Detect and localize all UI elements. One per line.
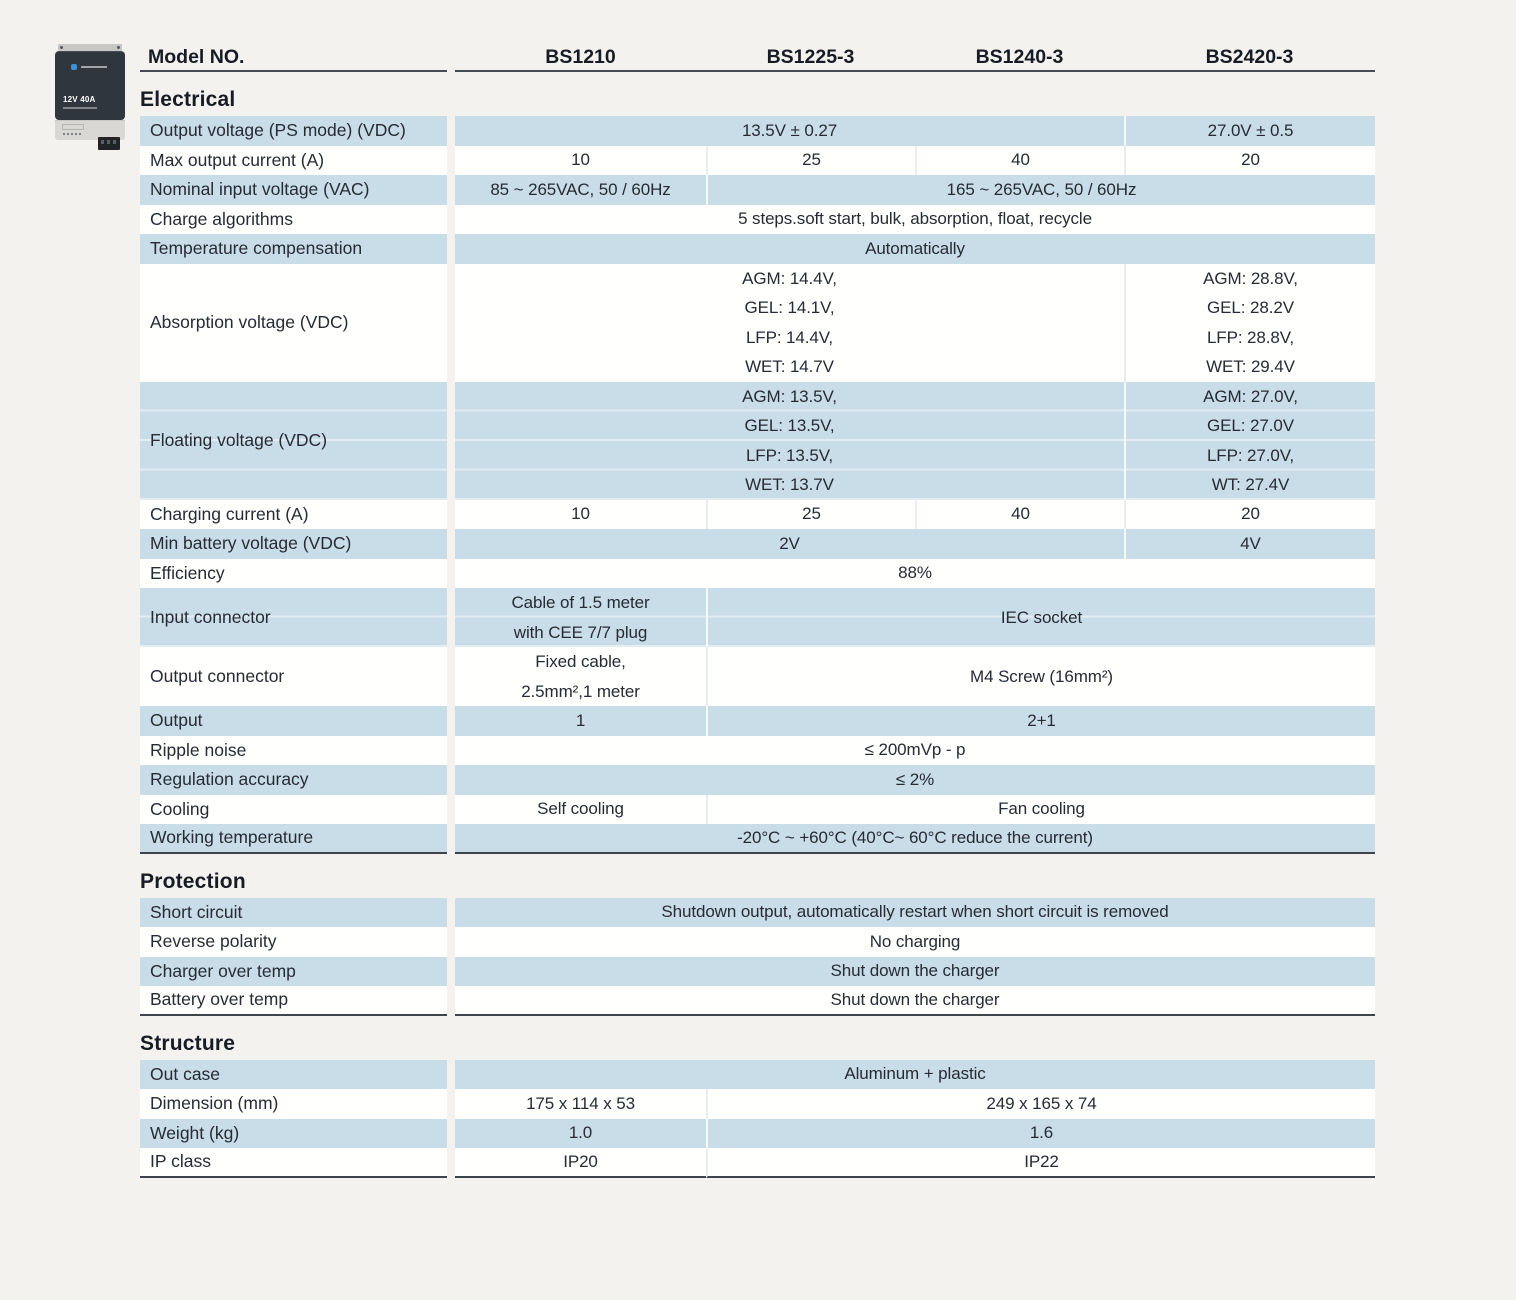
row-label: Working temperature xyxy=(140,824,447,854)
model-column-header: BS1240-3 xyxy=(975,46,1064,68)
spec-row xyxy=(140,264,1375,382)
section-title: Protection xyxy=(140,869,246,893)
spec-cell: 40 xyxy=(915,146,1124,176)
spec-row xyxy=(140,116,1375,146)
spec-row xyxy=(140,146,1375,176)
spec-sheet xyxy=(140,45,1375,1178)
row-label: Dimension (mm) xyxy=(140,1089,447,1119)
spec-row xyxy=(140,647,1375,706)
spec-cell-line: LFP: 27.0V, xyxy=(1206,445,1295,465)
spec-cell-line: AGM: 13.5V, xyxy=(742,386,837,406)
row-label: Charging current (A) xyxy=(140,500,447,530)
spec-cell: 1 xyxy=(455,706,706,736)
product-photo xyxy=(55,44,125,150)
spec-cell: 20 xyxy=(1124,146,1375,176)
device-base-marking xyxy=(62,124,84,130)
row-label: Charger over temp xyxy=(140,957,447,987)
table-header-row xyxy=(140,45,1375,72)
spec-cell-line: Cable of 1.5 meter xyxy=(511,593,650,612)
spec-cell: 88% xyxy=(455,559,1375,589)
spec-cell-line: WT: 27.4V xyxy=(1211,475,1290,494)
spec-cell-line: Fixed cable, xyxy=(535,652,626,671)
spec-row xyxy=(140,1060,1375,1090)
row-label: Ripple noise xyxy=(140,736,447,766)
spec-cell: Self cooling xyxy=(455,795,706,825)
row-label: Efficiency xyxy=(140,559,447,589)
spec-cell-line: WET: 29.4V xyxy=(1206,357,1295,376)
model-no-header: Model NO. xyxy=(140,45,447,72)
spec-cell-line: AGM: 14.4V, xyxy=(742,268,837,288)
spec-row xyxy=(140,1148,1375,1178)
spec-row xyxy=(140,765,1375,795)
spec-cell: 4V xyxy=(1124,529,1375,559)
section-rows xyxy=(140,1060,1375,1178)
spec-cell: Automatically xyxy=(455,234,1375,264)
row-label: Input connector xyxy=(140,588,447,647)
spec-cell: 25 xyxy=(706,146,915,176)
spec-row xyxy=(140,957,1375,987)
spec-cell: Fan cooling xyxy=(706,795,1375,825)
spec-cell: 27.0V ± 0.5 xyxy=(1124,116,1375,146)
spec-row xyxy=(140,986,1375,1016)
spec-cell-line: LFP: 14.4V, xyxy=(745,327,834,347)
spec-cell xyxy=(455,264,1124,382)
spec-row xyxy=(140,795,1375,825)
row-label: IP class xyxy=(140,1148,447,1178)
spec-cell: Shutdown output, automatically restart when short circuit is removed xyxy=(455,898,1375,928)
row-label: Charge algorithms xyxy=(140,205,447,235)
model-column-header: BS1210 xyxy=(545,46,616,68)
row-label: Output connector xyxy=(140,647,447,706)
spec-cell: 85 ~ 265VAC, 50 / 60Hz xyxy=(455,175,706,205)
row-label: Weight (kg) xyxy=(140,1119,447,1149)
spec-row xyxy=(140,175,1375,205)
spec-cell: 1.6 xyxy=(706,1119,1375,1149)
spec-cell-line: GEL: 13.5V, xyxy=(744,416,835,435)
spec-cell xyxy=(455,382,1124,500)
spec-cell xyxy=(455,647,706,706)
row-label: Cooling xyxy=(140,795,447,825)
spec-cell: 13.5V ± 0.27 xyxy=(455,116,1124,146)
spec-row xyxy=(140,559,1375,589)
spec-row xyxy=(140,1119,1375,1149)
spec-row xyxy=(140,500,1375,530)
row-label: Regulation accuracy xyxy=(140,765,447,795)
row-label: Absorption voltage (VDC) xyxy=(140,264,447,382)
spec-cell: ≤ 200mVp - p xyxy=(455,736,1375,766)
device-mounting-bracket xyxy=(58,44,122,51)
row-label: Min battery voltage (VDC) xyxy=(140,529,447,559)
spec-cell-line: AGM: 28.8V, xyxy=(1203,268,1298,288)
spec-cell: 1.0 xyxy=(455,1119,706,1149)
spec-row xyxy=(140,205,1375,235)
spec-cell: 249 x 165 x 74 xyxy=(706,1089,1375,1119)
row-label: Battery over temp xyxy=(140,986,447,1016)
spec-cell-line: 2.5mm²,1 meter xyxy=(521,681,640,701)
spec-cell: M4 Screw (16mm²) xyxy=(706,647,1375,706)
spec-cell-line: LFP: 28.8V, xyxy=(1206,327,1295,347)
row-label: Out case xyxy=(140,1060,447,1090)
spec-cell: 20 xyxy=(1124,500,1375,530)
spec-cell: No charging xyxy=(455,927,1375,957)
row-label: Nominal input voltage (VAC) xyxy=(140,175,447,205)
spec-cell xyxy=(1124,264,1375,382)
spec-cell: Shut down the charger xyxy=(455,986,1375,1016)
spec-cell-line: LFP: 13.5V, xyxy=(745,445,834,465)
device-connector xyxy=(98,137,120,150)
model-column-header: BS1225-3 xyxy=(766,46,855,68)
device-rating-label: 12V 40A xyxy=(63,95,96,104)
device-body xyxy=(55,51,125,120)
row-label: Max output current (A) xyxy=(140,146,447,176)
brand-logo-icon xyxy=(71,64,77,70)
row-label: Temperature compensation xyxy=(140,234,447,264)
section-electrical xyxy=(140,88,1375,854)
spec-cell: ≤ 2% xyxy=(455,765,1375,795)
section-rows xyxy=(140,116,1375,854)
spec-cell: -20°C ~ +60°C (40°C~ 60°C reduce the current) xyxy=(455,824,1375,854)
section-rows xyxy=(140,898,1375,1016)
spec-cell: 165 ~ 265VAC, 50 / 60Hz xyxy=(706,175,1375,205)
spec-cell: Shut down the charger xyxy=(455,957,1375,987)
spec-cell: IP22 xyxy=(706,1148,1375,1178)
spec-cell: 10 xyxy=(455,146,706,176)
spec-cell-line: GEL: 28.2V xyxy=(1207,298,1294,317)
section-structure xyxy=(140,1032,1375,1178)
section-title: Electrical xyxy=(140,88,236,111)
spec-row xyxy=(140,898,1375,928)
spec-cell: 40 xyxy=(915,500,1124,530)
row-label: Output voltage (PS mode) (VDC) xyxy=(140,116,447,146)
spec-cell: 25 xyxy=(706,500,915,530)
spec-row xyxy=(140,706,1375,736)
spec-cell-line: with CEE 7/7 plug xyxy=(513,622,648,642)
spec-cell: Aluminum + plastic xyxy=(455,1060,1375,1090)
section-protection xyxy=(140,870,1375,1016)
row-label: Short circuit xyxy=(140,898,447,928)
spec-cell: 2V xyxy=(455,529,1124,559)
spec-cell: IP20 xyxy=(455,1148,706,1178)
spec-cell-line: GEL: 14.1V, xyxy=(744,298,835,317)
spec-cell-line: AGM: 27.0V, xyxy=(1203,386,1298,406)
spec-row xyxy=(140,382,1375,500)
row-label: Output xyxy=(140,706,447,736)
device-base-pins xyxy=(63,133,81,135)
spec-cell-line: WET: 13.7V xyxy=(745,475,834,494)
spec-cell: 10 xyxy=(455,500,706,530)
spec-cell-line: WET: 14.7V xyxy=(745,357,834,376)
spec-row xyxy=(140,529,1375,559)
spec-cell-line: GEL: 27.0V xyxy=(1207,416,1294,435)
model-columns xyxy=(455,45,1375,72)
spec-row xyxy=(140,736,1375,766)
spec-cell xyxy=(1124,382,1375,500)
row-label: Reverse polarity xyxy=(140,927,447,957)
spec-row xyxy=(140,234,1375,264)
brand-logo-text xyxy=(81,66,107,68)
spec-row xyxy=(140,588,1375,647)
device-subtitle-line xyxy=(63,107,97,109)
spec-cell xyxy=(455,588,706,647)
spec-cell: IEC socket xyxy=(706,588,1375,647)
spec-cell: 175 x 114 x 53 xyxy=(455,1089,706,1119)
spec-row xyxy=(140,824,1375,854)
spec-row xyxy=(140,927,1375,957)
section-title: Structure xyxy=(140,1031,236,1055)
model-column-header: BS2420-3 xyxy=(1205,46,1294,68)
spec-cell: 5 steps.soft start, bulk, absorption, float, recycle xyxy=(455,205,1375,235)
spec-row xyxy=(140,1089,1375,1119)
spec-cell: 2+1 xyxy=(706,706,1375,736)
row-label: Floating voltage (VDC) xyxy=(140,382,447,500)
